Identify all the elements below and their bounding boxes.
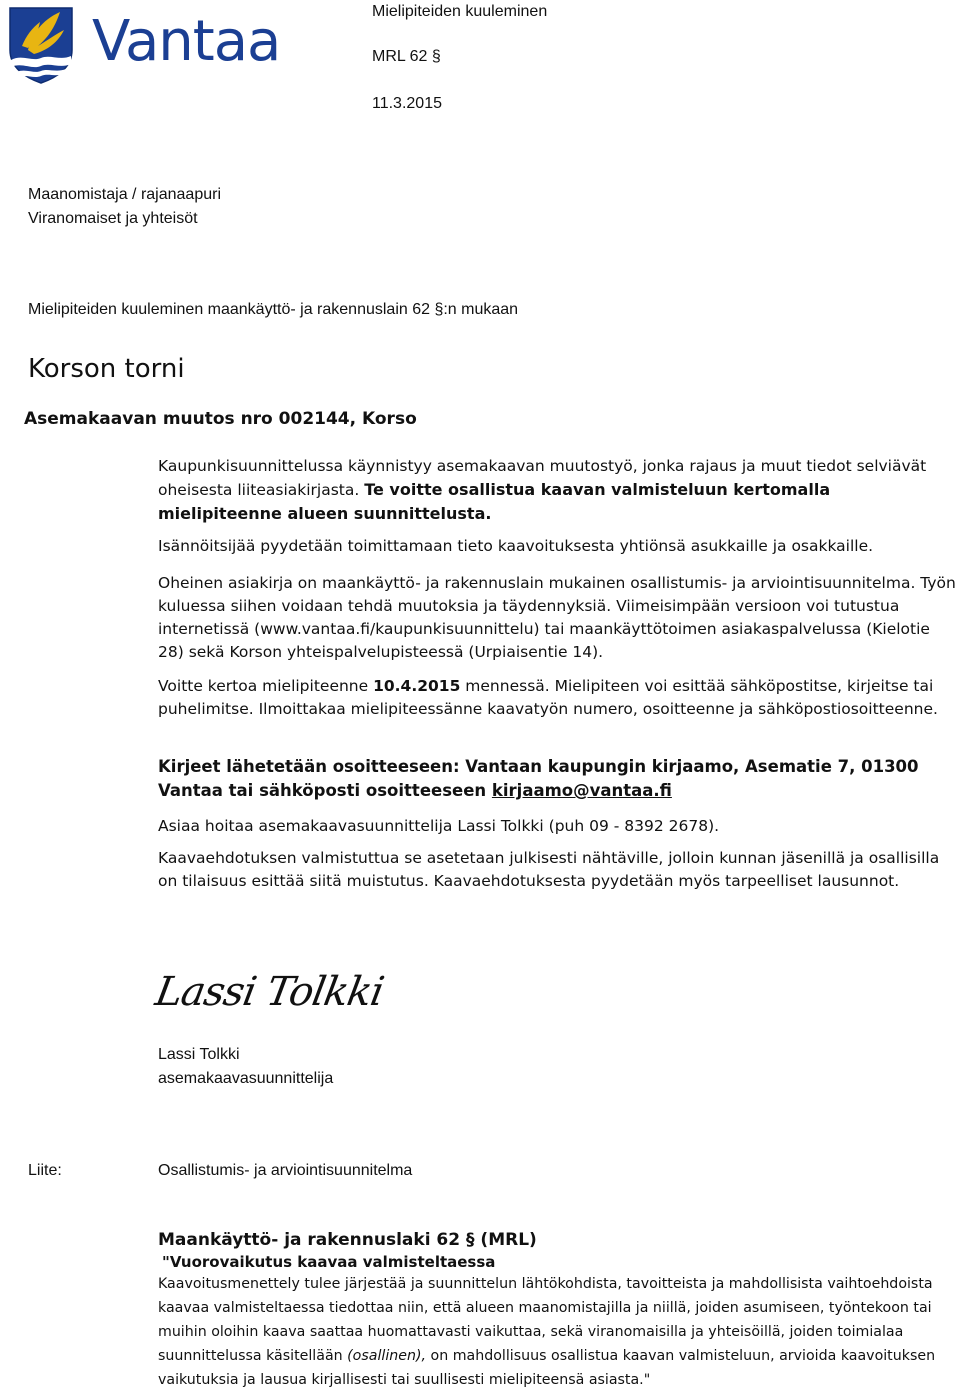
address-paragraph <box>158 755 958 803</box>
subject-line: Mielipiteiden kuuleminen maankäyttö- ja rakennuslain 62 §:n mukaan <box>28 301 519 318</box>
signer-name: Lassi Tolkki <box>158 1046 240 1063</box>
vantaa-coat-of-arms-icon <box>8 6 74 84</box>
address-text: Kirjeet lähetetään osoitteeseen: Vantaan kaupungin kirjaamo, Asematie 7, 01300 Vantaa tai sähköposti osoitteeseen <box>158 757 919 800</box>
proposal-paragraph: Kaavaehdotuksen valmistuttua se asetetaan julkisesti nähtäville, jolloin kunnan jäsenillä ja osallisilla on tilaisuus esittää siitä muistutus. Kaavaehdotuksesta pyydetään myös tarpeelliset lausunnot. <box>158 849 940 890</box>
deadline-date: 10.4.2015 <box>373 677 461 695</box>
recipient-1: Maanomistaja / rajanaapuri <box>28 186 221 203</box>
law-text-b: on mahdollisuus osallistua kaavan valmisteluun, arvioida kaavoituksen vaikutuksia ja lausua kirjallisesti tai suullisesti mielipiteensä asiasta." <box>158 1348 936 1388</box>
attachment-label: Liite: <box>28 1162 62 1179</box>
attachment-value: Osallistumis- ja arviointisuunnitelma <box>158 1162 413 1179</box>
intro-paragraph <box>158 455 958 526</box>
logo-wordmark: Vantaa <box>92 9 281 74</box>
contact-paragraph: Asiaa hoitaa asemakaavasuunnittelija Lassi Tolkki (puh 09 - 8392 2678). <box>158 817 720 835</box>
deadline-text-a: Voitte kertoa mielipiteenne <box>158 677 374 695</box>
page-title: Korson torni <box>28 354 185 384</box>
signature-script: Lassi Tolkki <box>151 969 387 1015</box>
intro-call-to-action: Te voitte osallistua kaavan valmisteluun kertomalla mielipiteenne alueen suunnittelusta. <box>158 480 831 523</box>
law-text <box>158 1272 958 1392</box>
law-text-italic: (osallinen), <box>347 1348 427 1364</box>
law-reference: MRL 62 § <box>372 48 441 65</box>
page-subtitle: Asemakaavan muutos nro 002144, Korso <box>24 409 417 429</box>
recipient-2: Viranomaiset ja yhteisöt <box>28 210 198 227</box>
law-text-a: Kaavoitusmenettely tulee järjestää ja suunnittelun lähtökohdista, tavoitteista ja mahdollisista vaihtoehdoista kaavaa valmisteltaessa tiedottaa niin, että alueen maanomistajilla ja niillä, joiden asumiseen, työntekoon tai muihin oloihin kaava saattaa huomattavasti vaikuttaa, sekä viranomaisilla ja yhteisöillä, joiden toimialaa suunnittelussa käsitellään <box>158 1276 933 1364</box>
intro-text: Kaupunkisuunnittelussa käynnistyy asemakaavan muutostyö, jonka rajaus ja muut tiedot selviävät oheisesta liiteasiakirjasta. <box>158 457 927 499</box>
email-link[interactable]: kirjaamo@vantaa.fi <box>491 781 672 800</box>
deadline-text-b: mennessä. Mielipiteen voi esittää sähköpostitse, kirjeitse tai puhelimitse. Ilmoittakaa mielipiteessänne kaavatyön numero, osoitteenne ja sähköpostiosoitteenne. <box>158 677 938 718</box>
oas-paragraph: Oheinen asiakirja on maankäyttö- ja rakennuslain mukainen osallistumis- ja arviointisuunnitelma. Työn kuluessa siihen voidaan tehdä muutoksia ja täydennyksiä. Viimeisimpään versioon voi tutustua internetissä (www.vantaa.fi/kaupunkisuunnittelu) tai maankäyttötoimen asiakaspalvelussa (Kielotie 28) sekä Korson yhteispalvelupisteessä (Urpiaisentie 14). <box>158 574 956 661</box>
law-heading: Maankäyttö- ja rakennuslaki 62 § (MRL) <box>158 1230 537 1250</box>
handwritten-signature <box>151 962 388 1022</box>
document-date: 11.3.2015 <box>372 95 442 112</box>
manager-notice: Isännöitsijää pyydetään toimittamaan tieto kaavoituksesta yhtiönsä asukkaille ja osakkaille. <box>158 537 874 555</box>
doc-type: Mielipiteiden kuuleminen <box>372 3 548 20</box>
deadline-paragraph <box>158 675 958 721</box>
law-subheading: "Vuorovaikutus kaavaa valmisteltaessa <box>162 1253 496 1271</box>
vantaa-logo <box>8 6 283 86</box>
signer-role: asemakaavasuunnittelija <box>158 1070 334 1087</box>
